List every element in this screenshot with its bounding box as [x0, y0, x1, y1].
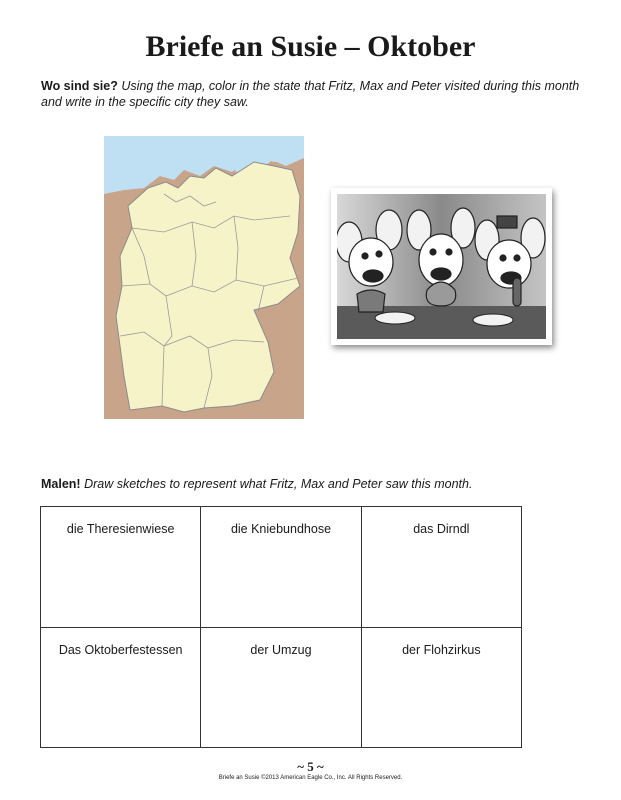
page-title: Briefe an Susie – Oktober: [145, 30, 476, 63]
drawing-instruction: [41, 476, 591, 492]
map-instruction: [41, 78, 591, 110]
sketch-cell-dirndl[interactable]: das Dirndl: [361, 507, 521, 628]
sketch-grid: [40, 506, 522, 748]
drawing-instruction-text: Draw sketches to represent what Fritz, Max and Peter saw this month.: [84, 477, 473, 491]
map-instruction-text: Using the map, color in the state that Fritz, Max and Peter visited during this month and write in the specific city they saw.: [41, 79, 580, 109]
sketch-cell-flohzirkus[interactable]: der Flohzirkus: [361, 627, 521, 748]
hat: [497, 216, 517, 228]
germany-map: [104, 136, 304, 419]
copyright-footer: Briefe an Susie ©2013 American Eagle Co., Inc. All Rights Reserved.: [218, 775, 403, 781]
page-number: ~ 5 ~: [297, 759, 324, 774]
pretzel: [426, 282, 455, 306]
sketch-grid-row: [41, 507, 522, 628]
sketch-grid-row: [41, 627, 522, 748]
map-instruction-lead: Wo sind sie?: [41, 79, 118, 93]
mice-eating-illustration: [337, 194, 546, 339]
germany-map-drawing: [104, 136, 304, 419]
sketch-cell-oktoberfestessen[interactable]: Das Oktoberfestessen: [41, 627, 201, 748]
sketch-cell-kniebundhose[interactable]: die Kniebundhose: [201, 507, 361, 628]
plate-left: [375, 312, 415, 324]
sausage: [513, 278, 521, 306]
plate-right: [473, 314, 513, 326]
sketch-cell-umzug[interactable]: der Umzug: [201, 627, 361, 748]
sketch-cell-theresienwiese[interactable]: die Theresienwiese: [41, 507, 201, 628]
germany-outline: [116, 162, 300, 412]
drawing-instruction-lead: Malen!: [41, 477, 81, 491]
mice-illustration-photo: [331, 188, 552, 345]
